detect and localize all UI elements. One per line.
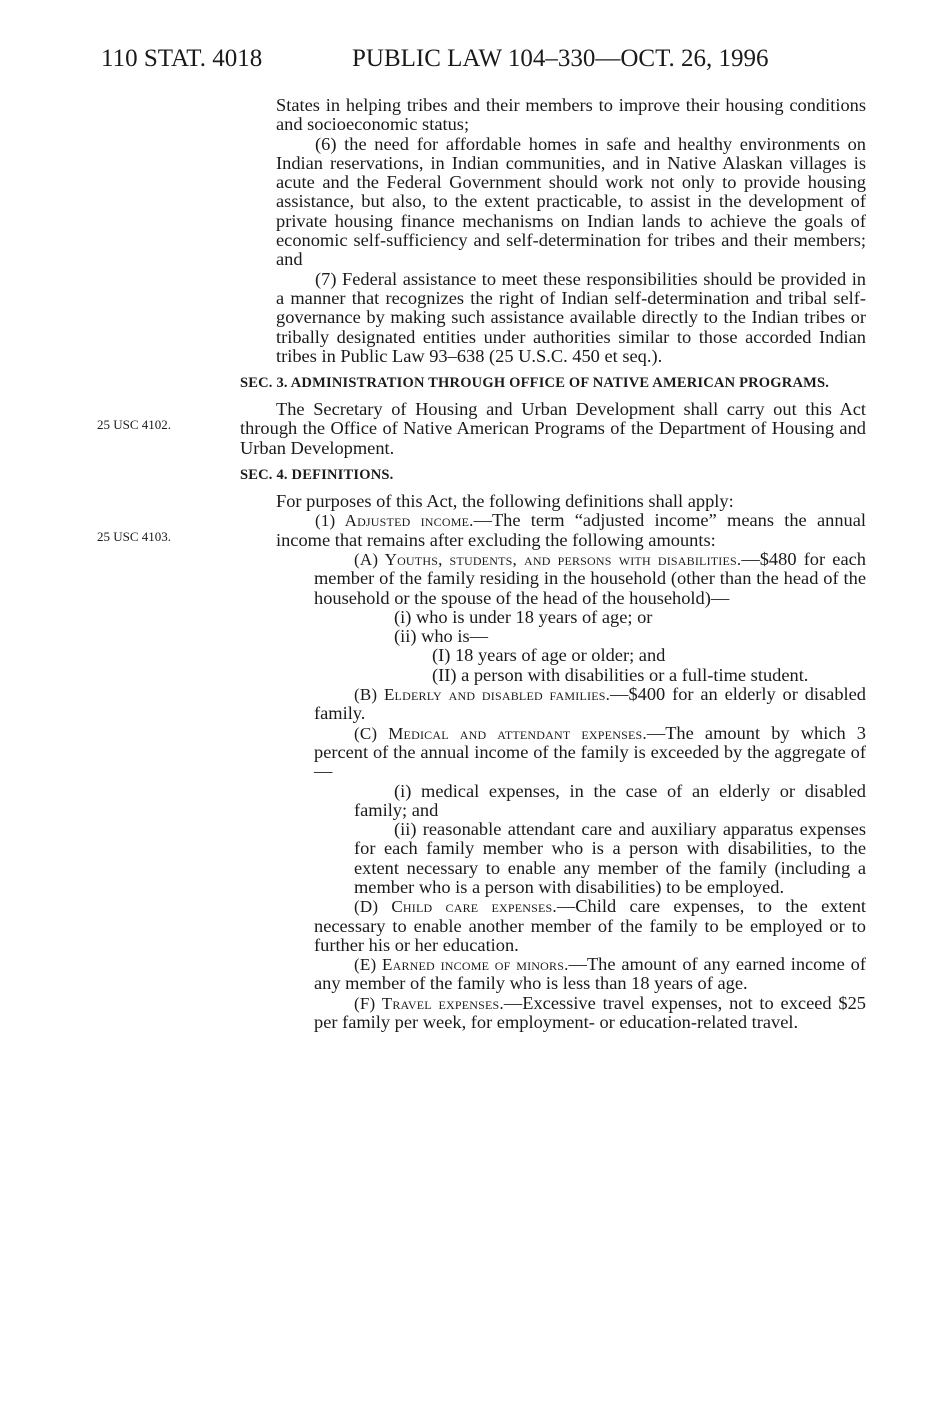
- running-header: PUBLIC LAW 104–330—OCT. 26, 1996: [352, 45, 769, 72]
- continuation-paragraph: States in helping tribes and their members to improve their housing conditions and socioeconomic status;: [276, 95, 866, 135]
- exclusion-a-i: (i) who is under 18 years of age; or: [394, 606, 653, 627]
- exclusion-b-label: (B) Elderly and disabled families.: [354, 685, 611, 705]
- exclusion-a-label: (A) Youths, students, and persons with disabilities.: [354, 549, 742, 569]
- exclusion-a-ii: (ii) who is—: [394, 626, 488, 647]
- exclusion-b-text: —$400 for an elderly or disabled family.: [314, 684, 866, 724]
- exclusion-c-ii: (ii) reasonable attendant care and auxiliary apparatus expenses for each family member who is a person with disabilities, to the extent necessary to enable any member of the family (including a member who is a person with disabilities) to be employed.: [354, 819, 866, 897]
- exclusion-c-text: —The amount by which 3 percent of the annual income of the family is exceeded by the aggregate of—: [314, 722, 866, 782]
- exclusion-b: [240, 685, 866, 724]
- sec4-intro: For purposes of this Act, the following definitions shall apply:: [276, 491, 734, 512]
- exclusion-e-text: —The amount of any earned income of any member of the family who is less than 18 years of age.: [314, 954, 866, 994]
- finding-6: (6) the need for affordable homes in safe and healthy environments on Indian reservations, in Indian communities, and in Native Alaskan villages is acute and the Federal Government should work not only to provide housing assistance, but also, to the extent practicable, to assist in the development of private housing finance mechanisms on Indian lands to achieve the goals of economic self-sufficiency and self-determination for tribes and their members; and: [276, 133, 866, 270]
- exclusion-a-ii-I: (I) 18 years of age or older; and: [432, 645, 666, 666]
- exclusion-d-label: (D) Child care expenses.: [354, 897, 557, 917]
- exclusion-e-label: (E) Earned income of minors.: [354, 955, 569, 975]
- exclusion-a-text: —$480 for each member of the family residing in the household (other than the head of the household or the spouse of the head of the household)—: [314, 548, 866, 608]
- exclusion-a-ii-II: (II) a person with disabilities or a full-time student.: [432, 664, 809, 685]
- exclusion-c-label: (C) Medical and attendant expenses.: [354, 723, 647, 743]
- sec4-heading: SEC. 4. DEFINITIONS.: [240, 467, 394, 484]
- sec3-text: The Secretary of Housing and Urban Development shall carry out this Act through the Office of Native American Programs of the Department of Housing and Urban Development.: [240, 399, 866, 458]
- margin-note-sec4: 25 USC 4103.: [97, 529, 172, 544]
- exclusion-c-i: (i) medical expenses, in the case of an elderly or disabled family; and: [354, 780, 866, 820]
- sec3-heading: SEC. 3. ADMINISTRATION THROUGH OFFICE OF NATIVE AMERICAN PROGRAMS.: [240, 375, 830, 392]
- exclusion-f: [240, 994, 866, 1033]
- definition-1-label: (1) Adjusted income.: [315, 511, 474, 531]
- body-text: [240, 96, 866, 1032]
- exclusion-d-text: —Child care expenses, to the extent necessary to enable another member of the family to be employed or to further his or her education.: [314, 896, 867, 955]
- exclusion-e: [240, 955, 866, 994]
- margin-note-sec3: 25 USC 4102.: [97, 417, 172, 432]
- definition-1-text: —The term “adjusted income” means the annual income that remains after excluding the following amounts:: [276, 510, 866, 550]
- exclusion-c: [240, 724, 866, 782]
- finding-7: (7) Federal assistance to meet these responsibilities should be provided in a manner that recognizes the right of Indian self-determination and tribal self-governance by making such assistance available directly to the Indian tribes or tribally designated entities under authorities similar to those accorded Indian tribes in Public Law 93–638 (25 U.S.C. 450 et seq.).: [276, 268, 866, 366]
- definition-1: [240, 511, 866, 550]
- exclusion-d: [240, 897, 866, 955]
- exclusion-a: [240, 550, 866, 608]
- exclusion-f-text: —Excessive travel expenses, not to exceed $25 per family per week, for employment- or education-related travel.: [314, 992, 867, 1033]
- exclusion-f-label: (F) Travel expenses.: [354, 993, 504, 1013]
- page-citation: 110 STAT. 4018: [101, 45, 263, 72]
